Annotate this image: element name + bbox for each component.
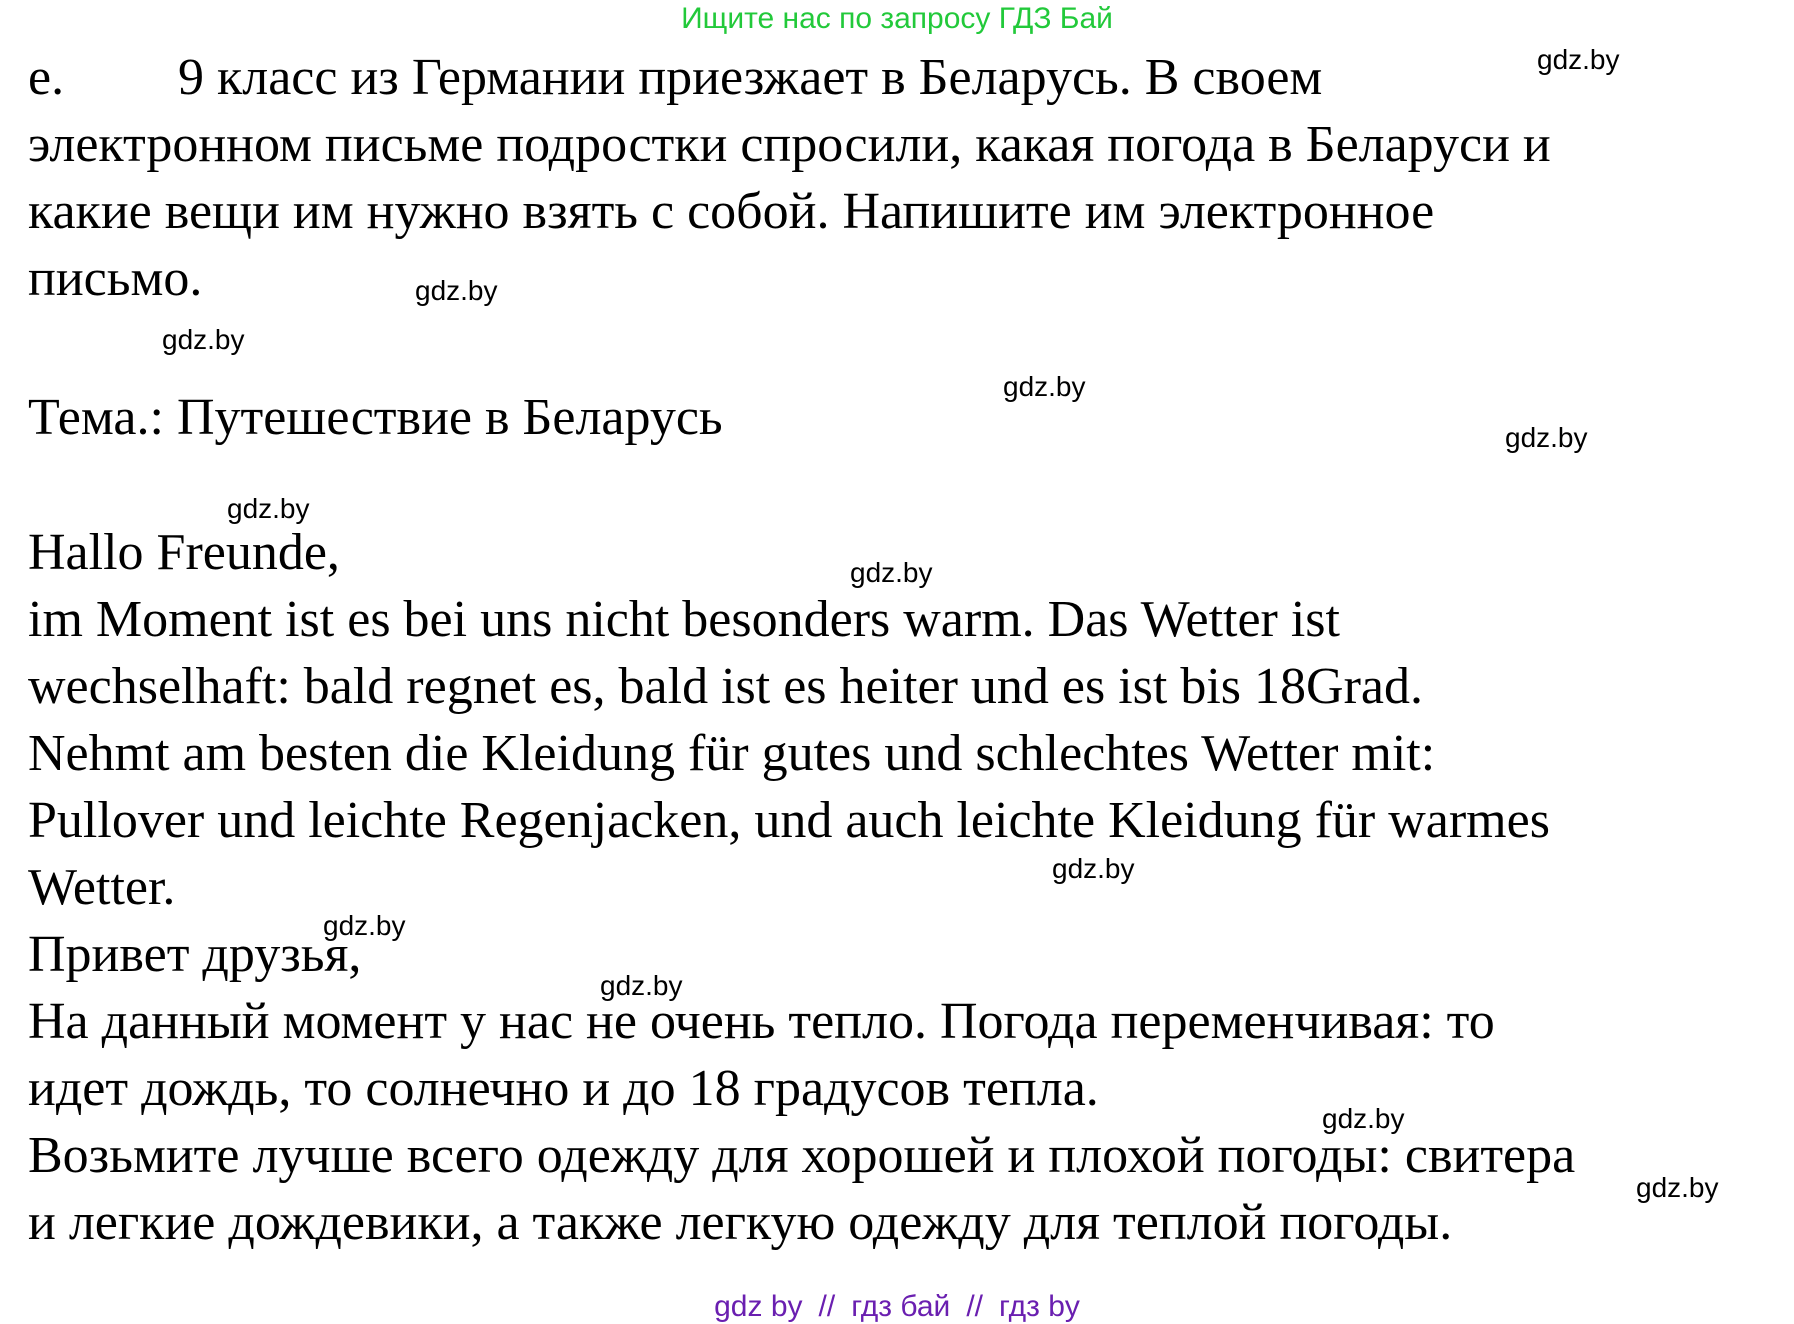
russian-line-4: и легкие дождевики, а также легкую одежду для теплой погоды.: [28, 1194, 1453, 1251]
russian-line-1: На данный момент у нас не очень тепло. Погода переменчивая: то: [28, 993, 1495, 1050]
footer-part-2: гдз бай: [851, 1290, 951, 1323]
task-line-4: письмо.: [28, 250, 203, 307]
footer-separator: //: [818, 1290, 836, 1323]
russian-line-2: идет дождь, то солнечно и до 18 градусов тепла.: [28, 1060, 1099, 1117]
russian-line-3: Возьмите лучше всего одежду для хорошей и плохой погоды: свитера: [28, 1127, 1576, 1184]
german-line-4: Pullover und leichte Regenjacken, und auch leichte Kleidung für warmes: [28, 792, 1550, 849]
topic-heading: Тема.: Путешествие в Беларусь: [28, 389, 723, 446]
footer-separator: //: [966, 1290, 983, 1323]
german-line-2: wechselhaft: bald regnet es, bald ist es heiter und es ist bis 18Grad.: [28, 658, 1423, 715]
watermark: gdz.by: [1505, 422, 1588, 453]
watermark: gdz.by: [323, 910, 406, 941]
watermark: gdz.by: [1052, 853, 1135, 884]
watermark: gdz.by: [600, 970, 683, 1001]
german-line-5: Wetter.: [28, 859, 176, 916]
footer-part-3: гдз by: [999, 1290, 1080, 1323]
watermark: gdz.by: [162, 324, 245, 355]
task-line-2: электронном письме подростки спросили, какая погода в Беларуси и: [28, 116, 1551, 173]
watermark: gdz.by: [415, 275, 498, 306]
footer: [0, 1290, 1794, 1324]
german-greeting: Hallo Freunde,: [28, 524, 340, 581]
watermark: gdz.by: [227, 493, 310, 524]
task-letter: e.: [28, 49, 65, 106]
watermark: gdz.by: [1003, 371, 1086, 402]
russian-greeting: Привет друзья,: [28, 926, 362, 983]
watermark: gdz.by: [1322, 1103, 1405, 1134]
task-text-1: 9 класс из Германии приезжает в Беларусь. В своем: [178, 49, 1323, 106]
watermark: gdz.by: [850, 557, 933, 588]
watermark: gdz.by: [1636, 1172, 1719, 1203]
german-line-3: Nehmt am besten die Kleidung für gutes und schlechtes Wetter mit:: [28, 725, 1436, 782]
watermark: gdz.by: [1537, 44, 1620, 75]
top-banner: Ищите нас по запросу ГДЗ Бай: [681, 2, 1113, 35]
task-line-1: [28, 48, 1322, 108]
footer-part-1: gdz by: [714, 1290, 803, 1323]
german-line-1: im Moment ist es bei uns nicht besonders warm. Das Wetter ist: [28, 591, 1340, 648]
task-line-3: какие вещи им нужно взять с собой. Напишите им электронное: [28, 183, 1435, 240]
